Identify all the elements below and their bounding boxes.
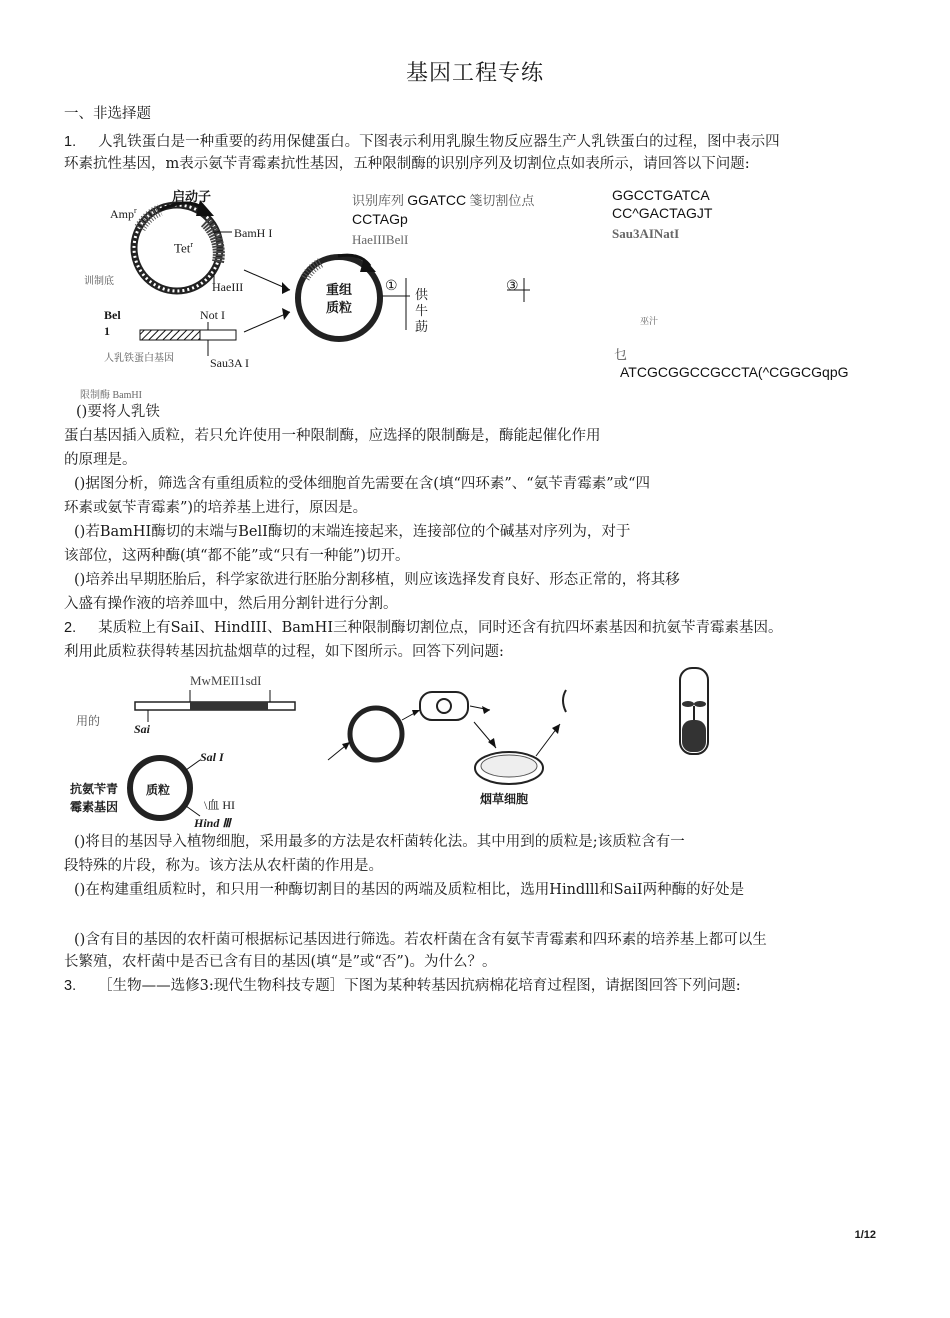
q1-sub3-a: ()若BamHI酶切的末端与BelI酶切的末端连接起来，连接部位的个碱基对序列为，对于: [74, 524, 631, 540]
receptor-label-2: 牛: [415, 303, 429, 318]
seq-right-1: GGCCTGATCA: [612, 187, 710, 203]
fragment-mid-label: 巫汁: [640, 316, 659, 326]
q1-sub2-b: 环素或氨苄青霉素”)的培养基上进行，原因是。: [64, 500, 368, 516]
seq-header-post: 箋切割位点: [469, 193, 535, 208]
recombinant-label-2: 质粒: [326, 300, 353, 315]
q2-sai-label: Sai: [134, 722, 151, 736]
seq-bottom: ATCGCGGCCGCCTA(^CGGCGqpG: [620, 364, 849, 380]
receptor-label-3: 莇: [415, 319, 429, 334]
q2-tobacco-label: 烟草细胞: [480, 792, 529, 806]
fragment-low-label: 乜: [614, 347, 628, 362]
q2-hi-label: \血 HI: [204, 798, 235, 812]
q2-left-label: 用的: [76, 714, 101, 728]
q2-sub1-a: ()将目的基因导入植物细胞，采用最多的方法是农杆菌转化法。其中用到的质粒是;该质粒含有一: [74, 834, 685, 850]
section-heading: 一、非选择题: [64, 106, 151, 122]
q2-amp-label-1: 抗氨苄青: [70, 782, 119, 796]
amp-text: Amp: [110, 207, 134, 221]
q1-number: 1.: [64, 134, 77, 150]
q1-sub1-a: ()要将人乳铁: [76, 404, 160, 420]
q3-line1-text: ［生物——选修3:现代生物科技专题］下图为某种转基因抗病棉花培育过程图，请据图回答下列问题:: [98, 978, 741, 994]
sau3a-label: Sau3A I: [210, 356, 249, 370]
tet-sup: r: [190, 240, 194, 249]
q2-sub1-b: 段特殊的片段，称为。该方法从农杆菌的作用是。: [64, 858, 383, 874]
agrobacterium: [420, 692, 468, 720]
q2-hind-label: Hind Ⅲ: [194, 816, 231, 830]
q3-number: 3.: [64, 978, 77, 994]
q1-line2: 环素抗性基因，m表示氨苄青霉素抗性基因，五种限制酶的识别序列及切割位点如表所示，请回答以下问题:: [64, 156, 750, 172]
q1-line1-text: 人乳铁蛋白是一种重要的药用保健蛋白。下图表示利用乳腺生物反应器生产人乳铁蛋白的过程，图中表示四: [98, 134, 780, 150]
q2-sub2-a: ()在构建重组质粒时，和只用一种酶切割目的基因的两端及质粒相比，选用Hindlll和SaiI两种酶的好处是: [74, 882, 745, 898]
q1-sub1-b: 蛋白基因插入质粒，若只允许使用一种限制酶，应选择的限制酶是，酶能起催化作用: [64, 428, 601, 444]
seq-header-code: GGATCC: [407, 192, 467, 208]
q2-line2: 利用此质粒获得转基因抗盐烟草的过程，如下图所示。回答下列问题:: [64, 644, 504, 660]
noti-label: Not I: [200, 308, 225, 322]
q3-line1: [64, 976, 741, 996]
receptor-label-1: 供: [415, 287, 429, 302]
bamhi-label: BamH I: [234, 226, 273, 240]
q2-sub3-b: 长繁殖，农杆菌中是否已含有目的基因(填“是”或“否”)。为什么？。: [64, 954, 497, 970]
q1-sub1-c: 的原理是。: [64, 452, 137, 468]
haeiii-beli-label: HaeIIIBelI: [352, 232, 409, 247]
human-gene-label: 人乳铁蛋白基因: [104, 353, 174, 364]
seq-right-2: CC^GACTAGJT: [612, 205, 713, 221]
q1-sub2-a: ()据图分析，筛选含有重组质粒的受体细胞首先需要在含(填“四环素”、“氨苄青霉素”或“四: [74, 476, 651, 492]
q2-sub3-a: ()含有目的基因的农杆菌可根据标记基因进行筛选。若农杆菌在含有氨苄青霉素和四环素的培养基上都可以生: [74, 932, 767, 948]
target-gene-segment: [190, 702, 268, 710]
recombinant-label-1: 重组: [326, 282, 353, 297]
q2-top-label: MwMEII1sdI: [190, 673, 262, 688]
page-title: 基因工程专练: [405, 61, 544, 86]
q2-sal1-label: Sal I: [200, 750, 224, 764]
q2-line1-text: 某质粒上有SaiI、HindIII、BamHI三种限制酶切割位点，同时还含有抗四坏素基因和抗氨苄青霉素基因。: [98, 620, 783, 636]
q1-sub4-b: 入盛有操作液的培养皿中，然后用分割针进行分割。: [64, 596, 398, 612]
seq-ccta: CCTAGp: [352, 211, 408, 227]
q2-number: 2.: [64, 620, 77, 636]
culture-medium: [682, 720, 706, 752]
promoter-label: 启动子: [172, 189, 212, 204]
sau3a-noti-label: Sau3AINatI: [612, 226, 680, 241]
left-fragment-label: 训制底: [84, 276, 114, 287]
q1-sub4-a: ()培养出早期胚胎后，科学家欲进行胚胎分割移植，则应该选择发育良好、形态正常的，将其移: [74, 572, 680, 588]
page-number: 1/12: [854, 1229, 876, 1241]
q2-amp-label-2: 霉素基因: [70, 800, 119, 814]
q1-sub3-b: 该部位，这两种酶(填“都不能”或“只有一种能”)切开。: [64, 548, 410, 564]
q2-plasmid-label: 质粒: [146, 783, 171, 797]
bel-label: Bel: [104, 308, 121, 322]
seq-header-pre: 识别库列: [352, 193, 405, 208]
step3-label: ③: [506, 279, 519, 294]
tet-text: Tet: [174, 240, 191, 256]
amp-sup: r: [134, 206, 137, 215]
q2-recombinant-ring: [350, 708, 402, 760]
haeiii-label: HaeIII: [212, 280, 244, 294]
step1-label: ①: [385, 279, 398, 294]
bottom-fragment-label: 限制酶 BamHI: [80, 390, 142, 401]
bel-number: 1: [104, 324, 110, 338]
